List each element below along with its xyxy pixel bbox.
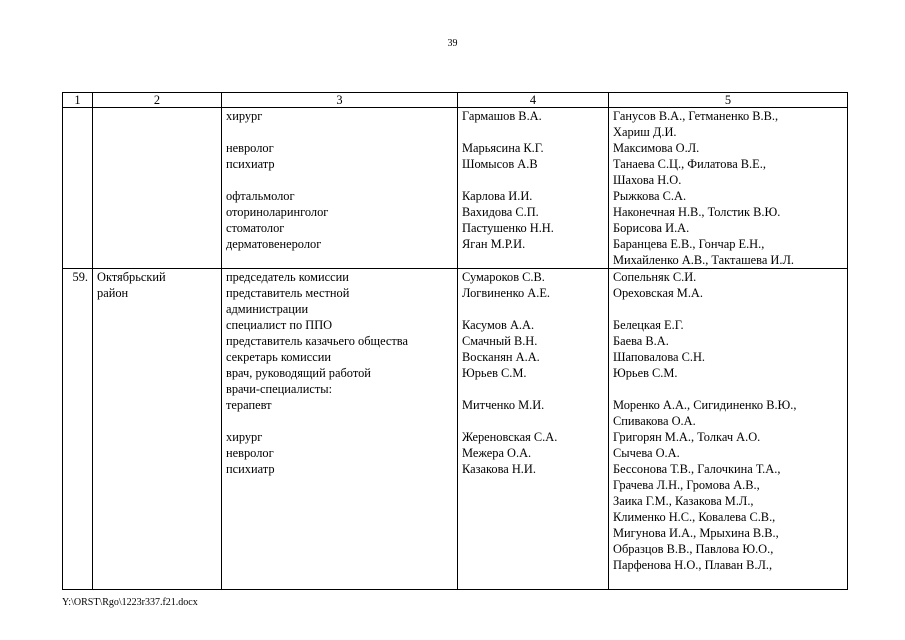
cell-line: Григорян М.А., Толкач А.О. [613,430,761,444]
cell-line: Шахова Н.О. [613,173,682,187]
cell-line: невролог [226,446,274,460]
cell-line: Восканян А.А. [462,350,540,364]
position-cell [222,269,458,590]
column-header: 3 [222,93,458,108]
cell-line: район [97,286,129,300]
cell-line: Клименко Н.С., Ковалева С.В., [613,510,776,524]
cell-line: Наконечная Н.В., Толстик В.Ю. [613,205,781,219]
cell-line: Хариш Д.И. [613,125,677,139]
line-gap [226,252,453,268]
cell-line: Бессонова Т.В., Галочкина Т.А., [613,462,781,476]
line-gap [226,493,453,509]
cell-line: психиатр [226,157,275,171]
cell-line: Грачева Л.Н., Громова А.В., [613,478,760,492]
row-number-cell: 59. [63,269,93,590]
line-gap [462,477,604,493]
cell-line: Белецкая Е.Г. [613,318,684,332]
cell-line: офтальмолог [226,189,295,203]
cell-line: Смачный В.Н. [462,334,538,348]
cell-line: терапевт [226,398,272,412]
cell-line: Сычева О.А. [613,446,680,460]
line-gap [462,557,604,573]
cell-line: Танаева С.Ц., Филатова В.Е., [613,157,766,171]
cell-line: врачи-специалисты: [226,382,333,396]
line-gap [462,381,604,397]
cell-line: Шомысов А.В [462,157,538,171]
cell-line: Рыжкова С.А. [613,189,687,203]
reserve-cell [609,269,848,590]
cell-line: специалист по ППО [226,318,333,332]
cell-line: Митченко М.И. [462,398,545,412]
cell-line: хирург [226,109,263,123]
line-gap [462,413,604,429]
cell-line: дерматовенеролог [226,237,322,251]
cell-line: Спивакова О.А. [613,414,696,428]
column-header: 4 [458,93,609,108]
cell-line: оториноларинголог [226,205,329,219]
line-gap [226,172,453,188]
cell-line: Шаповалова С.Н. [613,350,706,364]
cell-line: секретарь комиссии [226,350,331,364]
line-gap [462,493,604,509]
cell-line: Борисова И.А. [613,221,690,235]
table-header-row [63,93,848,108]
cell-line: хирург [226,430,263,444]
cell-line: Мигунова И.А., Мрыхина В.В., [613,526,779,540]
member-cell [458,108,609,269]
line-gap [226,413,453,429]
cell-line: Казакова Н.И. [462,462,536,476]
cell-line: стоматолог [226,221,285,235]
cell-line: врач, руководящий работой [226,366,371,380]
line-gap [226,525,453,541]
line-gap [226,477,453,493]
cell-line: Октябрьский [97,270,166,284]
cell-line: Максимова О.Л. [613,141,700,155]
cell-line: Яган М.Р.И. [462,237,526,251]
cell-line: Юрьев С.М. [462,366,527,380]
cell-line: Жереновская С.А. [462,430,558,444]
reserve-cell [609,108,848,269]
line-gap [462,252,604,268]
line-gap [462,525,604,541]
cell-line: психиатр [226,462,275,476]
cell-line: Логвиненко А.Е. [462,286,551,300]
line-gap [462,573,604,589]
cell-line: Пастушенко Н.Н. [462,221,554,235]
cell-line: администрации [226,302,309,316]
cell-line: Касумов А.А. [462,318,535,332]
table-row [63,108,848,269]
cell-line: Михайленко А.В., Такташева И.Л. [613,253,794,267]
line-gap [462,509,604,525]
cell-line: представитель казачьего общества [226,334,408,348]
line-gap [226,124,453,140]
line-gap [462,541,604,557]
line-gap [462,124,604,140]
cell-line: Ореховская М.А. [613,286,703,300]
cell-line: Юрьев С.М. [613,366,678,380]
cell-line: Образцов В.В., Павлова Ю.О., [613,542,774,556]
cell-line: Сумароков С.В. [462,270,545,284]
line-gap [462,301,604,317]
table-row [63,269,848,590]
cell-line: Парфенова Н.О., Плаван В.Л., [613,558,773,572]
cell-line: невролог [226,141,274,155]
footer-file-path: Y:\ORST\Rgo\1223r337.f21.docx [62,597,198,608]
line-gap [226,509,453,525]
member-cell [458,269,609,590]
cell-line: Заика Г.М., Казакова М.Л., [613,494,754,508]
cell-line: Карлова И.И. [462,189,533,203]
district-cell [93,269,222,590]
district-cell [93,108,222,269]
line-gap [462,172,604,188]
cell-line: Моренко А.А., Сигидиненко В.Ю., [613,398,797,412]
cell-line: представитель местной [226,286,350,300]
page-number: 39 [447,38,458,49]
cell-line: Марьясина К.Г. [462,141,544,155]
position-cell [222,108,458,269]
commission-table [62,92,848,590]
cell-line: Ганусов В.А., Гетманенко В.В., [613,109,779,123]
line-gap [226,573,453,589]
column-header: 1 [63,93,93,108]
column-header: 2 [93,93,222,108]
cell-line: председатель комиссии [226,270,349,284]
line-gap [226,541,453,557]
column-header: 5 [609,93,848,108]
cell-line: Сопельняк С.И. [613,270,697,284]
cell-line: Гармашов В.А. [462,109,542,123]
cell-line: Баева В.А. [613,334,669,348]
cell-line: Баранцева Е.В., Гончар Е.Н., [613,237,765,251]
cell-line: Межера О.А. [462,446,532,460]
line-gap [613,381,843,397]
line-gap [226,557,453,573]
line-gap [613,301,843,317]
row-number-cell [63,108,93,269]
cell-line: Вахидова С.П. [462,205,539,219]
